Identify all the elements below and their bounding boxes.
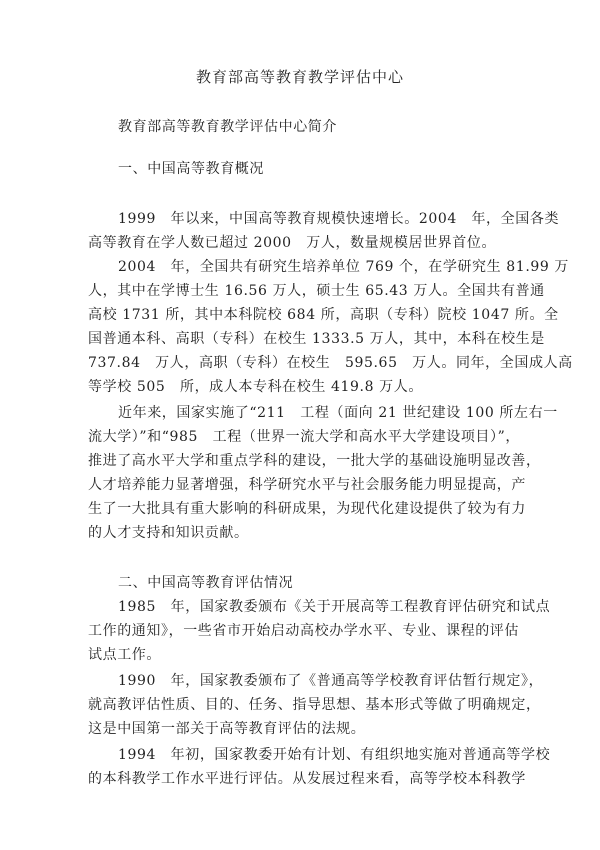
s1-p3-line-3: 推进了高水平大学和重点学科的建设，一批大学的基础设施明显改善， <box>88 453 541 469</box>
s2-p1-line-1: 1985 年，国家教委颁布《关于开展高等工程教育评估研究和试点 <box>118 599 551 615</box>
s2-p1-line-2: 工作的通知》，一些省市开始启动高校办学水平、专业、课程的评估 <box>88 623 519 639</box>
s1-p2-line-2: 人，其中在学博士生 16.56 万人，硕士生 65.43 万人。全国共有普通 <box>88 283 545 299</box>
s1-p2-line-1: 2004 年，全国共有研究生培养单位 769 个，在学研究生 81.99 万 <box>118 259 570 275</box>
s2-p2-line-3: 这是中国第一部关于高等教育评估的法规。 <box>88 721 366 737</box>
document-subtitle: 教育部高等教育教学评估中心简介 <box>118 119 337 135</box>
s1-p1-line-1: 1999 年以来，中国高等教育规模快速增长。2004 年，全国各类 <box>118 211 560 227</box>
s1-p2-line-4: 国普通本科、高职（专科）在校生 1333.5 万人，其中，本科在校生是 <box>88 331 545 347</box>
s1-p3-line-1: 近年来，国家实施了“211 工程（面向 21 世纪建设 100 所左右一 <box>118 405 558 421</box>
s2-p3-line-2: 的本科教学工作水平进行评估。从发展过程来看，高等学校本科教学 <box>88 771 526 787</box>
s1-p2-line-6: 等学校 505 所，成人本专科在校生 419.8 万人。 <box>88 379 423 395</box>
s1-p3-line-5: 生了一大批具有重大影响的科研成果，为现代化建设提供了较为有力 <box>88 501 526 517</box>
s1-p3-line-6: 的人才支持和知识贡献。 <box>88 525 249 541</box>
page-title: 教育部高等教育教学评估中心 <box>195 68 404 86</box>
s2-p3-line-1: 1994 年初，国家教委开始有计划、有组织地实施对普通高等学校 <box>118 747 551 763</box>
s1-p3-line-2: 流大学）”和“985 工程（世界一流大学和高水平大学建设项目）”， <box>88 429 520 445</box>
s2-p2-line-1: 1990 年，国家教委颁布了《普通高等学校教育评估暂行规定》， <box>118 673 544 689</box>
s1-p2-line-3: 高校 1731 所，其中本科院校 684 所，高职（专科）院校 1047 所。全 <box>88 307 559 323</box>
section2-heading: 二、中国高等教育评估情况 <box>118 575 294 591</box>
s1-p2-line-5: 737.84 万人，高职（专科）在校生 595.65 万人。同年，全国成人高 <box>88 355 573 371</box>
s2-p2-line-2: 就高教评估性质、目的、任务、指导思想、基本形式等做了明确规定， <box>88 697 541 713</box>
section1-heading: 一、中国高等教育概况 <box>118 161 264 177</box>
s2-p1-line-3: 试点工作。 <box>88 647 161 663</box>
s1-p1-line-2: 高等教育在学人数已超过 2000 万人，数量规模居世界首位。 <box>88 235 497 251</box>
s1-p3-line-4: 人才培养能力显著增强，科学研究水平与社会服务能力明显提高，产 <box>88 477 526 493</box>
